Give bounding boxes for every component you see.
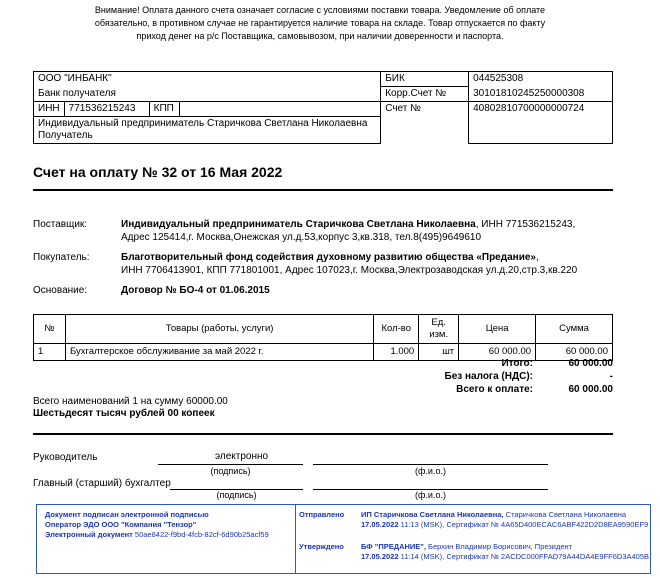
buyer-name: Благотворительный фонд содействия духовному развитию общества «Предание» [121, 252, 536, 263]
edo-document-label: Электронный документ [45, 530, 133, 539]
grand-total-value: 60 000.00 [568, 384, 613, 395]
edo-approved-org: БФ "ПРЕДАНИЕ", [361, 542, 426, 551]
notice-line: Внимание! Оплата данного счета означает согласие с условиями поставки товара. Уведомление об оплате [94, 5, 546, 15]
items-table [33, 314, 613, 361]
items-header-cell: Ед. изм. [419, 315, 459, 344]
supplier-name: Индивидуальный предприниматель Старичкова Светлана Николаевна [121, 219, 476, 230]
edo-sent-org: ИП Старичкова Светлана Николаевна, [361, 510, 504, 519]
notice-line: обязательно, в противном случае не гарантируется наличие товара на складе. Товар отпускается по факту [94, 18, 546, 28]
edo-signed-line: Документ подписан электронной подписью [45, 510, 209, 519]
accountant-label: Главный (старший) бухгалтер [33, 478, 171, 489]
edo-approved-value [361, 542, 651, 562]
schet-value: 40802810700000000724 [469, 102, 613, 144]
supplier-block [33, 218, 623, 246]
buyer-block [33, 251, 623, 279]
edo-sent-label: Отправлено [299, 510, 345, 519]
supplier-details: , ИНН 771536215243, [475, 219, 576, 230]
edo-approved-label: Утверждено [299, 542, 344, 551]
nds-label: Без налога (НДС): [444, 371, 533, 382]
inn-value: 771536215243 [64, 102, 149, 116]
head-fio-caption: (ф.и.о.) [415, 466, 446, 476]
buyer-label: Покупатель: [33, 252, 90, 263]
bank-label: Банк получателя [34, 87, 381, 102]
edo-approved-person: Берхин Владимир Борисович, Президент [428, 542, 573, 551]
basis-value: Договор № БО-4 от 01.06.2015 [121, 285, 270, 296]
title-divider [33, 189, 613, 191]
total-label: Итого: [501, 358, 533, 369]
edo-separator [295, 505, 296, 573]
edo-document-line [45, 530, 295, 540]
edo-sent-time: 11:13 (MSK), Сертификат № 4A65D400ECAC6ABF422D2D8EA9590EF9 [400, 520, 649, 529]
items-header-cell: № [34, 315, 66, 344]
recipient-name: Индивидуальный предприниматель Старичкова Светлана Николаевна [38, 118, 368, 129]
korr-value: 30101810245250000308 [469, 87, 613, 102]
edo-signature-stamp [36, 504, 651, 574]
amount-in-words: Шестьдесят тысяч рублей 00 копеек [33, 408, 215, 419]
head-signature: электронно [215, 451, 269, 462]
korr-label: Корр.Счет № [381, 87, 469, 102]
schet-label: Счет № [381, 102, 469, 144]
item-price: 60 000.00 [459, 344, 536, 361]
notice-line: приход денег на р/с Поставщика, самовывозом, при наличии доверенности и паспорта. [136, 31, 504, 41]
invoice-title: Счет на оплату № 32 от 16 Мая 2022 [33, 164, 283, 180]
inn-kpp-cell [34, 102, 381, 117]
items-header-cell: Товары (работы, услуги) [65, 315, 373, 344]
total-value: 60 000.00 [568, 358, 613, 369]
items-header-cell: Кол-во [374, 315, 419, 344]
items-header-row [34, 315, 613, 344]
payment-notice [60, 4, 580, 43]
items-header-cell: Цена [459, 315, 536, 344]
head-sign-line [158, 464, 303, 465]
supplier-address: Адрес 125414,г. Москва,Онежская ул.д.53,корпус 3,кв.318, тел.8(495)9649610 [121, 232, 482, 243]
edo-approved-date: 17.05.2022 [361, 552, 399, 561]
inn-label: ИНН [34, 102, 64, 116]
accountant-fio-caption: (ф.и.о.) [415, 490, 446, 500]
edo-sent-date: 17.05.2022 [361, 520, 399, 529]
bank-details-table [33, 71, 613, 144]
supplier-value [121, 218, 621, 244]
item-qty: 1.000 [374, 344, 419, 361]
bik-label: БИК [381, 72, 469, 87]
edo-document-id: 50ae8422-f9bd-4fcb-82cf-6d90b25acf59 [134, 530, 269, 539]
items-count-line: Всего наименований 1 на сумму 60000.00 [33, 396, 228, 407]
edo-approved-time: 11:14 (MSK), Сертификат № 2ACDC000FFAD79A44DA4E9FF6D3A405B [400, 552, 650, 561]
bik-value: 044525308 [469, 72, 613, 87]
item-number: 1 [34, 344, 66, 361]
edo-info [45, 510, 295, 540]
bank-name-cell [34, 72, 381, 87]
buyer-address: ИНН 7706413901, КПП 771801001, Адрес 107023,г. Москва,Электрозаводская ул.д.20,стр.3,кв.220 [121, 265, 578, 276]
amount-summary [33, 396, 228, 420]
edo-sent-value [361, 510, 651, 530]
nds-value: - [609, 371, 613, 382]
item-sum: 60 000.00 [536, 344, 613, 361]
item-description: Бухгалтерское обслуживание за май 2022 г. [65, 344, 373, 361]
head-fio-line [313, 464, 548, 465]
bank-name: ООО "ИНБАНК" [38, 73, 112, 84]
basis-label: Основание: [33, 285, 88, 296]
buyer-value [121, 251, 621, 277]
head-label: Руководитель [33, 452, 98, 463]
edo-operator-line: Оператор ЭДО ООО "Компания "Тензор" [45, 520, 197, 529]
accountant-sign-caption: (подпись) [216, 490, 257, 500]
items-header-cell: Сумма [536, 315, 613, 344]
recipient-label: Получатель [38, 130, 93, 141]
grand-total-label: Всего к оплате: [456, 384, 533, 395]
kpp-value [179, 102, 380, 116]
buyer-details: , [535, 252, 539, 263]
supplier-label: Поставщик: [33, 219, 88, 230]
head-sign-caption: (подпись) [210, 466, 251, 476]
item-unit: шт [419, 344, 459, 361]
kpp-label: КПП [149, 102, 179, 116]
summary-divider [33, 433, 613, 435]
edo-sent-person: Старичкова Светлана Николаевна [505, 510, 627, 519]
recipient-cell [34, 117, 381, 144]
basis-block [33, 284, 623, 298]
